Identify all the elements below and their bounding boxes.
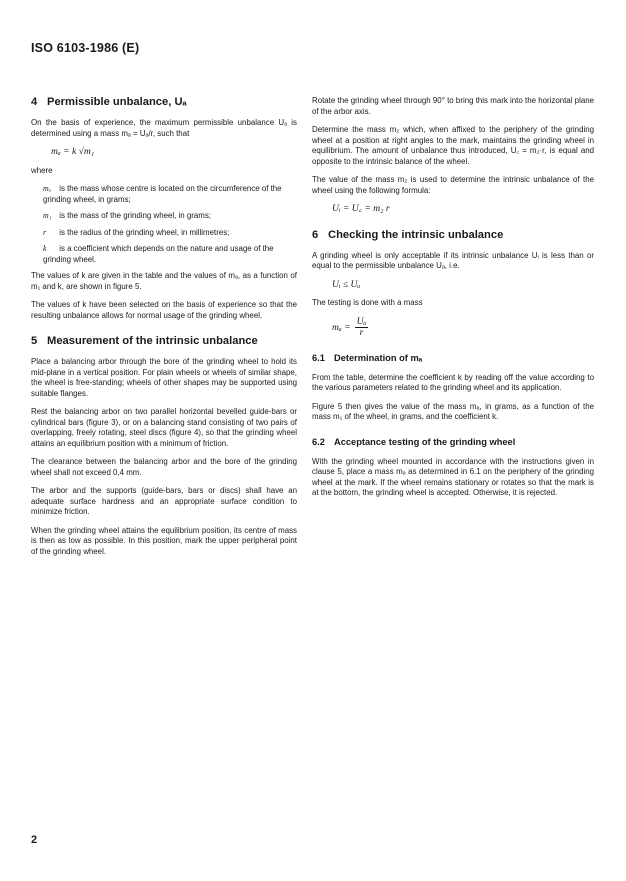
definition-item — [43, 211, 297, 222]
definition-text: is the mass of the grinding wheel, in grams; — [59, 211, 211, 220]
subsection-6-2-heading — [312, 437, 594, 448]
section-title: Permissible unbalance, Uₐ — [47, 96, 187, 108]
definition-text: is the mass whose centre is located on the circumference of the grinding wheel, in grams; — [43, 184, 282, 204]
symbol: r — [43, 227, 47, 237]
fraction-numerator: Uₐ — [356, 315, 367, 327]
section-4-heading — [31, 96, 297, 109]
section-6-heading — [312, 229, 594, 242]
section-number: 5 — [31, 335, 38, 347]
paragraph: A grinding wheel is only acceptable if its intrinsic unbalance Uᵢ is less than or equal to the permissible unbalance Uₐ, i.e. — [312, 250, 594, 270]
paragraph: With the grinding wheel mounted in accordance with the instructions given in clause 5, place a mass mₐ as determined in 6.1 on the periphery of the grinding wheel at the mark. If the wheel remains stationary or rotates so that the mark is at the bottom, the grinding wheel is accepted. Otherwise, it is rejected. — [312, 456, 594, 497]
paragraph: Rotate the grinding wheel through 90° to bring this mark into the horizontal plane of the arbor axis. — [312, 96, 594, 116]
formula: Uᵢ ≤ Uₐ — [332, 278, 361, 290]
symbol: k — [43, 244, 47, 253]
formula: Uᵢ = U꜀ = m₂ r — [332, 203, 390, 214]
section-5-heading — [31, 335, 297, 348]
paragraph: The arbor and the supports (guide-bars, bars or discs) shall have an adequate surface hardness and an appropriate surface condition to minimize friction. — [31, 486, 297, 516]
section-title: Measurement of the intrinsic unbalance — [47, 335, 258, 347]
section-number: 4 — [31, 96, 38, 108]
paragraph: Rest the balancing arbor on two parallel horizontal bevelled guide-bars or cylindrical bars (figure 3), or on a balancing stand consisting of two pairs of overlapping, freely rotating, steel discs (figure 4), so that the grinding wheel attains an equilibrium position with a minimum of friction. — [31, 407, 297, 448]
fraction-denominator: r — [359, 327, 364, 338]
subsection-6-1-heading — [312, 353, 594, 364]
paragraph: The testing is done with a mass — [312, 298, 423, 307]
paragraph: The clearance between the balancing arbor and the bore of the grinding wheel shall not exceed 0,4 mm. — [31, 457, 297, 477]
paragraph: Figure 5 then gives the value of the mass mₐ, in grams, as a function of the mass m₁ of the wheel, in grams, and the coefficient k. — [312, 401, 594, 421]
paragraph: The value of the mass m₂ is used to determine the intrinsic unbalance of the wheel using the following formula: — [312, 175, 594, 195]
definition-item — [43, 228, 297, 239]
paragraph: Place a balancing arbor through the bore of the grinding wheel to hold its mid-plane in a vertical position. For plain wheels or wheels of similar shape, the wheel is free-standing; wheels of other shapes may be supported using suitable flanges. — [31, 357, 297, 398]
section-number: 6 — [312, 228, 319, 241]
definition-text: is a coefficient which depends on the nature and usage of the grinding wheel. — [43, 244, 274, 264]
where-label: where — [31, 165, 53, 175]
paragraph: When the grinding wheel attains the equilibrium position, its centre of mass is then as low as possible. In this position, mark the upper peripheral point of the grinding wheel. — [31, 525, 297, 556]
formula-lhs: mₐ = — [332, 321, 351, 333]
formula: mₐ = k √m₁ — [51, 146, 95, 157]
definition-text: is the radius of the grinding wheel, in millimetres; — [59, 227, 230, 237]
paragraph: Determine the mass m₂ which, when affixed to the periphery of the grinding wheel at a position at right angles to the mark, maintains the grinding wheel in equilibrium. The amount of unbalance thus introduced, U꜀ = m₂·r, is equal and opposite to the intrinsic balance of the wheel. — [312, 125, 594, 166]
subsection-number: 6.2 — [312, 436, 325, 447]
fraction — [355, 317, 369, 339]
subsection-title: Acceptance testing of the grinding wheel — [334, 436, 516, 447]
definition-item — [43, 184, 297, 205]
paragraph: The values of k have been selected on the basis of experience so that the resulting unbalance allows for normal usage of the grinding wheel. — [31, 300, 297, 320]
document-id: ISO 6103-1986 (E) — [31, 41, 140, 55]
left-column — [31, 96, 297, 565]
definition-list — [31, 184, 297, 265]
fraction-formula — [332, 317, 594, 339]
symbol: mₐ — [43, 184, 52, 193]
definition-item — [43, 244, 297, 265]
section-title: Checking the intrinsic unbalance — [328, 228, 504, 241]
subsection-number: 6.1 — [312, 352, 325, 363]
symbol: m₁ — [43, 211, 52, 220]
paragraph: The values of k are given in the table and the values of mₐ, as a function of m₁ and k, are shown in figure 5. — [31, 271, 297, 291]
paragraph: On the basis of experience, the maximum permissible unbalance Uₐ is determined using a mass mₐ = Uₐ/r, such that — [31, 118, 297, 138]
right-column — [312, 96, 594, 507]
subsection-title: Determination of mₐ — [334, 352, 423, 363]
paragraph: From the table, determine the coefficient k by reading off the value according to the various parameters related to the grinding wheel and its application. — [312, 372, 594, 392]
page-number: 2 — [31, 834, 38, 846]
